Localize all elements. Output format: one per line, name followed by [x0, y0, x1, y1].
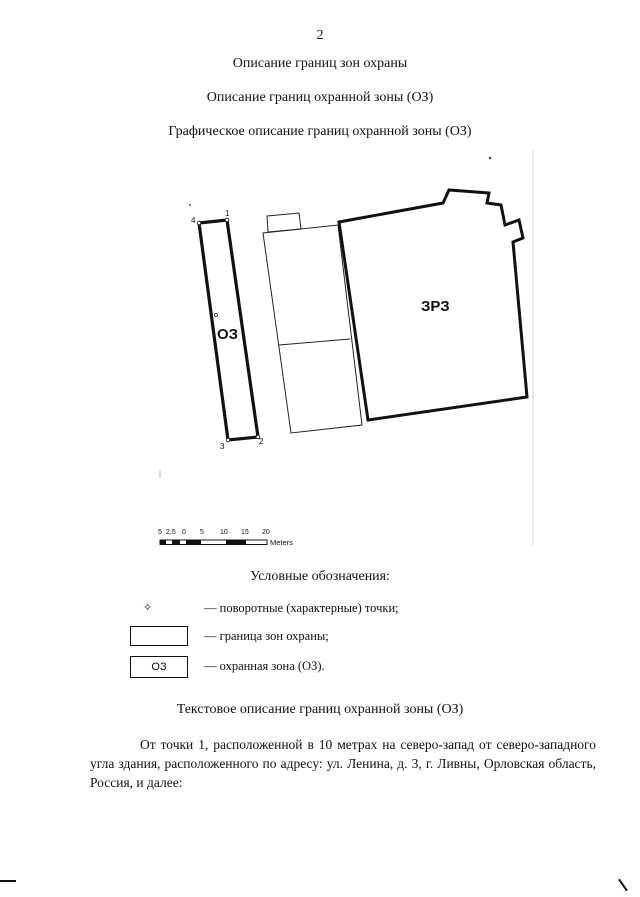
turning-point-3	[226, 438, 230, 442]
legend-item-boundary: — граница зон охраны;	[204, 629, 329, 643]
scale-tick: 20	[262, 529, 270, 536]
description-paragraph	[90, 735, 596, 792]
turning-point-1	[225, 218, 229, 222]
scale-bar	[160, 540, 267, 545]
description-text: От точки 1, расположенной в 10 метрах на северо-запад от северо-западного угла здания, расположенного по адресу: ул. Ленина, д. 3, г. Ливны, Орловская область, Россия, и далее:	[90, 737, 596, 790]
scale-tick: 5	[158, 529, 162, 536]
scale-unit: Meters	[270, 538, 293, 547]
scan-mark	[618, 879, 628, 892]
heading-zones: Описание границ зон охраны	[232, 56, 408, 71]
scan-mark	[0, 880, 16, 882]
legend-title: Условные обозначения:	[249, 569, 391, 584]
text-description-title: Текстовое описание границ охранной зоны (ОЗ)	[176, 702, 464, 717]
oz-symbol: ОЗ	[130, 656, 188, 678]
scale-tick: 10	[220, 529, 228, 536]
scale-tick: 2,5	[166, 529, 176, 536]
turning-point-4	[197, 221, 201, 225]
legend-item-points: — поворотные (характерные) точки;	[204, 601, 399, 615]
point-label-4: 4	[191, 216, 196, 225]
point-label-1: 1	[225, 209, 230, 218]
oz-map-label: ОЗ	[217, 326, 239, 343]
building-outline	[263, 225, 362, 433]
legend-item-oz: — охранная зона (ОЗ).	[204, 659, 325, 673]
point-label-2: 2	[259, 437, 264, 446]
scale-tick: 15	[241, 529, 249, 536]
heading-oz: Описание границ охранной зоны (ОЗ)	[206, 90, 434, 105]
point-label-3: 3	[220, 442, 225, 451]
heading-graphic: Графическое описание границ охранной зоны (ОЗ)	[168, 124, 472, 139]
turning-point-symbol: ✧	[143, 602, 153, 614]
scale-tick: 0	[182, 529, 186, 536]
page-number: 2	[316, 28, 324, 43]
scale-tick: 5	[200, 529, 204, 536]
building-annex	[267, 213, 301, 232]
zrz-map-label: ЗРЗ	[421, 298, 450, 315]
boundary-symbol	[130, 626, 188, 646]
